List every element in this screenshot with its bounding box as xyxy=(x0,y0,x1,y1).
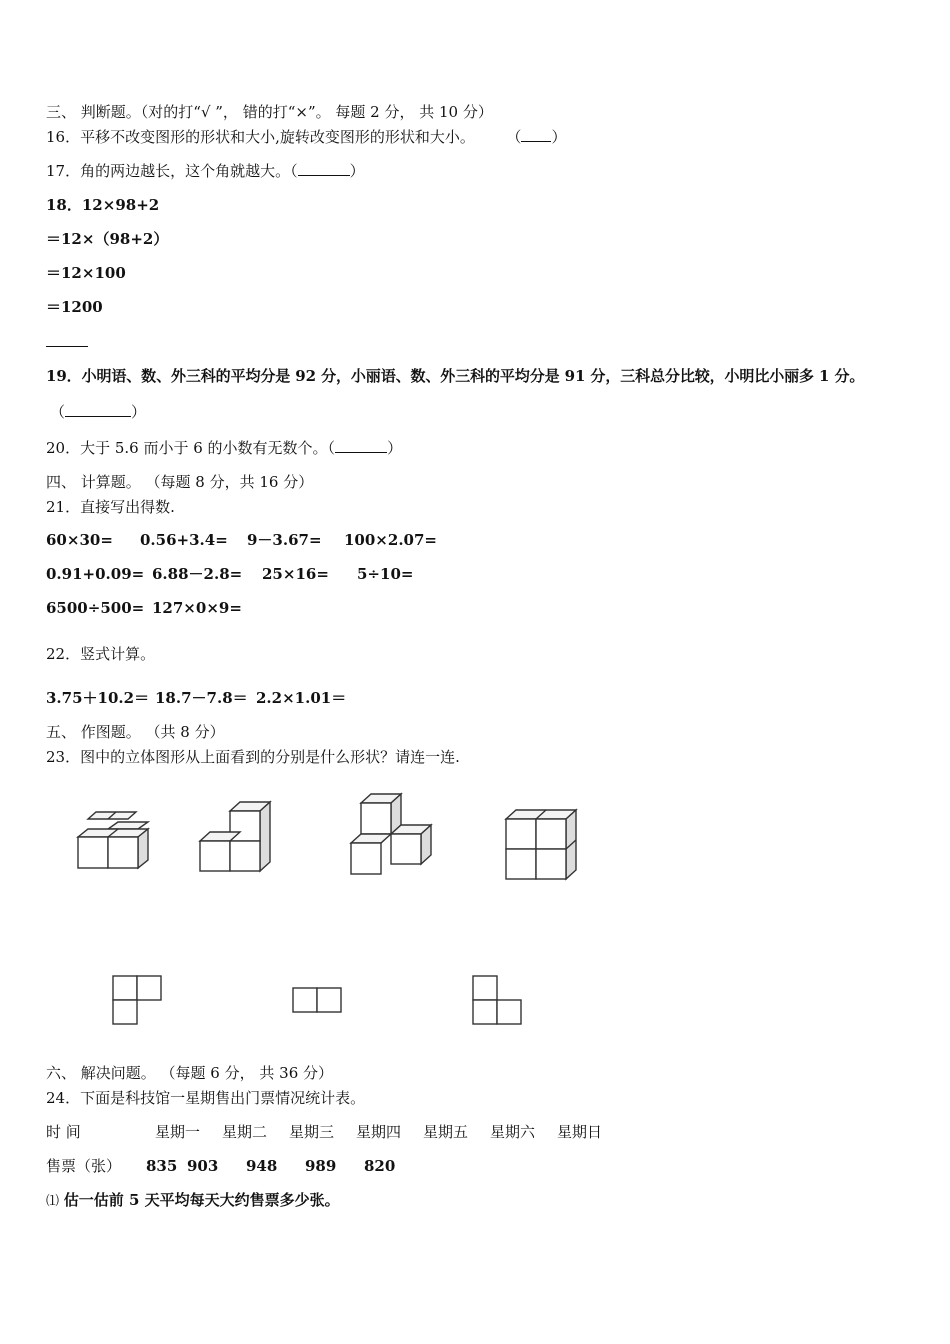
section-6-heading: 六、 解决问题。 （每题 6 分， 共 36 分） xyxy=(46,1064,334,1082)
question-16-text: 16．平移不改变图形的形状和大小,旋转改变图形的形状和大小。 xyxy=(46,128,475,146)
table-cell: 820 xyxy=(364,1157,396,1175)
question-16-answer-blank[interactable] xyxy=(521,141,551,142)
question-20-answer-blank[interactable] xyxy=(335,452,387,453)
section-4-heading: 四、 计算题。 （每题 8 分，共 16 分） xyxy=(46,473,314,491)
vertical-calc-item: 18.7－7.8＝ xyxy=(155,689,248,707)
question-19-answer-blank[interactable] xyxy=(65,416,131,417)
question-17-paren-close: ） xyxy=(349,162,365,180)
question-24-title: 24．下面是科技馆一星期售出门票情况统计表。 xyxy=(46,1089,366,1107)
solid-figure-4[interactable] xyxy=(498,803,583,883)
table-row-label: 售票（张） xyxy=(46,1157,122,1175)
sub-question-text: 估一估前 5 天平均每天大约售票多少张。 xyxy=(63,1191,340,1209)
calc-item: 5÷10= xyxy=(357,565,414,583)
question-16-paren-open: （ xyxy=(506,128,522,146)
table-header-cell: 星期日 xyxy=(557,1123,603,1141)
question-18-line-4: ＝1200 xyxy=(46,298,103,316)
table-header-cell: 星期二 xyxy=(222,1123,268,1141)
calc-item: 25×16= xyxy=(262,565,329,583)
calc-item: 6.88－2.8= xyxy=(152,565,243,583)
table-header-cell: 星期四 xyxy=(356,1123,402,1141)
question-18-line-2: ＝12×（98+2） xyxy=(46,230,169,248)
table-header-cell: 星期一 xyxy=(155,1123,201,1141)
question-19-paren-close: ） xyxy=(131,403,147,421)
question-18-line-1: 18．12×98+2 xyxy=(46,196,160,214)
solid-figure-3[interactable] xyxy=(342,790,437,880)
calc-item: 100×2.07= xyxy=(344,531,437,549)
section-5-heading: 五、 作图题。 （共 8 分） xyxy=(46,723,225,741)
question-17 xyxy=(46,161,365,181)
calc-item: 0.91+0.09= xyxy=(46,565,145,583)
calc-item: 127×0×9= xyxy=(152,599,242,617)
question-18-answer-blank[interactable] xyxy=(46,346,88,347)
question-18-line-3: ＝12×100 xyxy=(46,264,126,282)
question-21-title: 21．直接写出得数. xyxy=(46,498,175,516)
calc-item: 0.56+3.4= xyxy=(140,531,228,549)
question-16 xyxy=(46,127,566,147)
table-cell: 835 xyxy=(146,1157,178,1175)
vertical-calc-item: 2.2×1.01＝ xyxy=(256,689,347,707)
table-header-cell: 星期六 xyxy=(490,1123,536,1141)
table-header-cell: 星期五 xyxy=(423,1123,469,1141)
table-cell: 948 xyxy=(246,1157,278,1175)
question-19: 19．小明语、数、外三科的平均分是 92 分，小丽语、数、外三科的平均分是 91 分，三科总分比较，小明比小丽多 1 分。 xyxy=(46,367,865,385)
top-view-3[interactable] xyxy=(472,975,524,1027)
table-header-cell: 时 间 xyxy=(46,1123,81,1141)
table-cell: 989 xyxy=(305,1157,337,1175)
sub-question-number: ⑴ xyxy=(46,1194,60,1209)
question-24-sub-1 xyxy=(46,1190,340,1212)
table-header-cell: 星期三 xyxy=(289,1123,335,1141)
table-cell: 903 xyxy=(187,1157,219,1175)
question-20 xyxy=(46,438,402,458)
solid-figure-1[interactable] xyxy=(70,810,160,872)
question-19-paren-open: （ xyxy=(50,403,66,421)
question-19-answer xyxy=(50,402,146,422)
calc-item: 6500÷500= xyxy=(46,599,145,617)
solid-figure-2[interactable] xyxy=(190,795,280,875)
top-view-2[interactable] xyxy=(292,987,344,1015)
question-22-title: 22．竖式计算。 xyxy=(46,645,156,663)
calc-item: 60×30= xyxy=(46,531,113,549)
top-view-1[interactable] xyxy=(112,975,164,1027)
question-20-paren-close: ） xyxy=(387,439,403,457)
question-20-text: 20．大于 5.6 而小于 6 的小数有无数个。（ xyxy=(46,439,336,457)
question-17-text: 17．角的两边越长，这个角就越大。（ xyxy=(46,162,298,180)
question-16-paren-close: ） xyxy=(551,128,567,146)
question-23-title: 23．图中的立体图形从上面看到的分别是什么形状？请连一连. xyxy=(46,748,460,766)
calc-item: 9－3.67= xyxy=(247,531,322,549)
vertical-calc-item: 3.75＋10.2＝ xyxy=(46,689,150,707)
section-3-heading: 三、 判断题。（对的打“√ ”， 错的打“×”。 每题 2 分， 共 10 分） xyxy=(46,103,493,121)
question-17-answer-blank[interactable] xyxy=(298,175,350,176)
